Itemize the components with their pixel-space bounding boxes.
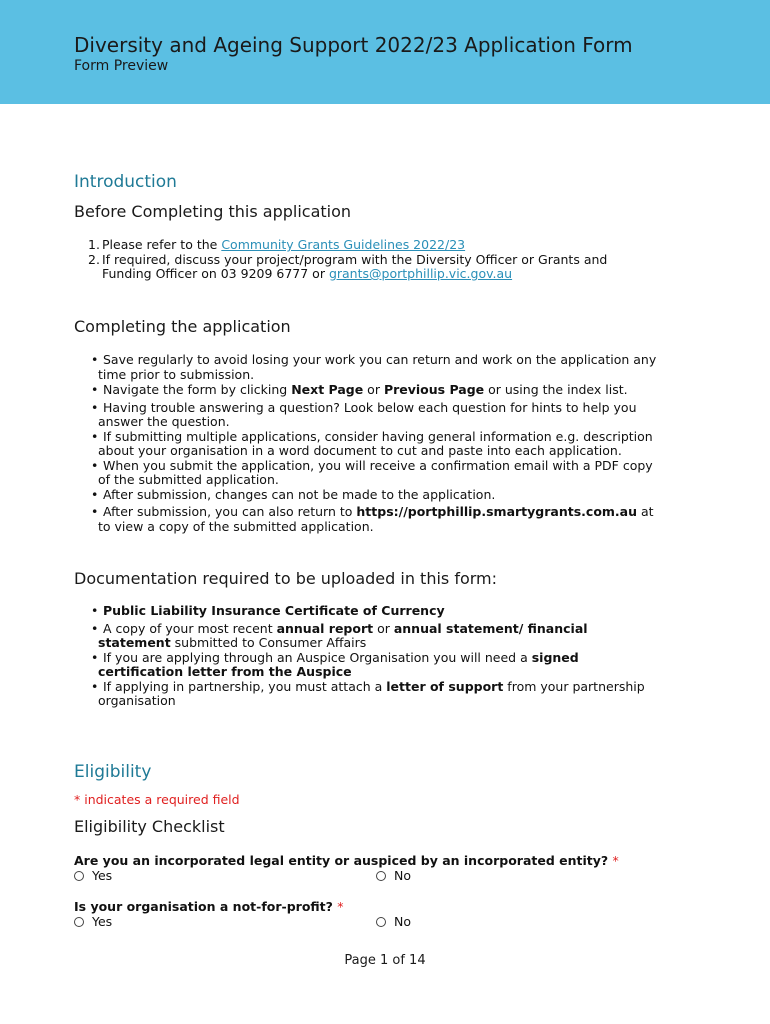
radio-incorporated-no[interactable]: No: [376, 868, 411, 883]
list-item: [74, 238, 654, 253]
required-asterisk: *: [612, 853, 619, 868]
list-number: 2.: [88, 251, 100, 267]
step-text: If required, discuss your project/program with the Diversity Officer or Grants and: [102, 251, 608, 267]
list-item: • If applying in partnership, you must attach a letter of support from your partnership organisation: [91, 678, 645, 708]
completing-bullets-list: [74, 353, 684, 534]
before-steps-list: [74, 238, 654, 282]
list-item: • When you submit the application, you will receive a confirmation email with a PDF copy of the submitted application.: [91, 457, 653, 487]
bullet-icon: •: [91, 399, 99, 415]
guidelines-link[interactable]: Community Grants Guidelines 2022/23: [221, 237, 466, 252]
bullet-icon: •: [91, 504, 99, 519]
bullet-icon: •: [91, 620, 99, 636]
list-item: [74, 253, 654, 282]
section-title-eligibility: Eligibility: [74, 762, 152, 782]
list-item: • After submission, you can also return to https://portphillip.smartygrants.com.au at to view a copy of the submitted application.: [91, 504, 654, 534]
bullet-icon: •: [91, 352, 99, 367]
documentation-heading: Documentation required to be uploaded in this form:: [74, 569, 498, 588]
step-text: Please refer to the: [102, 237, 222, 252]
bullet-icon: •: [91, 603, 99, 618]
radio-not-for-profit-no[interactable]: No: [376, 914, 411, 929]
eligibility-checklist-heading: Eligibility Checklist: [74, 817, 225, 836]
bullet-icon: •: [91, 457, 99, 473]
before-completing-heading: Before Completing this application: [74, 202, 352, 221]
required-field-note: * indicates a required field: [74, 792, 240, 807]
list-item: • After submission, changes can not be made to the application.: [91, 486, 496, 502]
form-subtitle: Form Preview: [74, 58, 169, 74]
list-item: • If you are applying through an Auspice Organisation you will need a signed certification letter from the Auspice: [91, 649, 579, 679]
radio-not-for-profit-yes[interactable]: Yes: [74, 914, 112, 929]
list-number: 1.: [88, 237, 100, 252]
question-incorporated: Are you an incorporated legal entity or auspiced by an incorporated entity? *: [74, 853, 619, 868]
bullet-icon: •: [91, 428, 99, 444]
bullet-icon: •: [91, 678, 99, 694]
bullet-icon: •: [91, 486, 99, 502]
list-item: • Navigate the form by clicking Next Page or Previous Page or using the index list.: [91, 382, 628, 397]
list-item: • Public Liability Insurance Certificate of Currency: [91, 603, 445, 618]
radio-circle-icon[interactable]: [74, 871, 84, 881]
grants-email-link[interactable]: grants@portphillip.vic.gov.au: [328, 266, 513, 281]
radio-circle-icon[interactable]: [376, 871, 386, 881]
page-header: [0, 0, 770, 104]
page-number: Page 1 of 14: [344, 953, 426, 968]
form-title: Diversity and Ageing Support 2022/23 Application Form: [74, 33, 633, 57]
documentation-bullets-list: [74, 604, 684, 709]
list-item: • Having trouble answering a question? Look below each question for hints to help you answer the question.: [91, 399, 637, 429]
radio-incorporated-yes[interactable]: Yes: [74, 868, 112, 883]
list-item: • A copy of your most recent annual report or annual statement/ financial statement submitted to Consumer Affairs: [91, 620, 588, 650]
completing-heading: Completing the application: [74, 317, 291, 336]
radio-circle-icon[interactable]: [376, 917, 386, 927]
list-item: • If submitting multiple applications, consider having general information e.g. description about your organisation in a word document to cut and paste into each application.: [91, 428, 653, 458]
question-not-for-profit: Is your organisation a not-for-profit? *: [74, 899, 344, 914]
radio-circle-icon[interactable]: [74, 917, 84, 927]
list-item: • Save regularly to avoid losing your work you can return and work on the application any time prior to submission.: [91, 352, 657, 382]
required-asterisk: *: [337, 899, 344, 914]
bullet-icon: •: [91, 382, 99, 397]
bullet-icon: •: [91, 649, 99, 665]
step-text: Funding Officer on 03 9209 6777 or: [102, 266, 329, 281]
section-title-introduction: Introduction: [74, 172, 177, 192]
